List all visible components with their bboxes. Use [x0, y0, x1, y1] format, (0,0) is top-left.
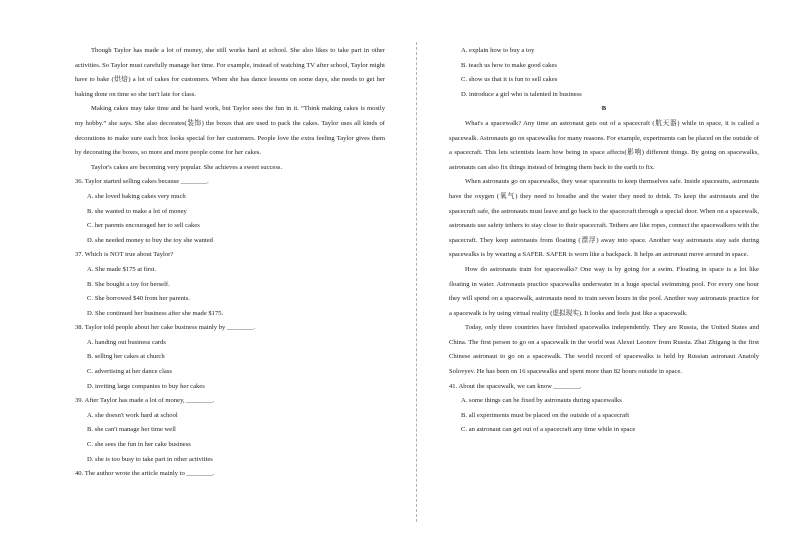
answer-option: D. inviting large companies to buy her cakes — [87, 382, 205, 390]
question-40 — [75, 467, 385, 482]
passage-paragraph: Making cakes may take time and be hard work, but Taylor sees the fun in it. “Think making cakes is mostly my hobby.” she says. She also decorates(装饰) the boxes that are used to pack the cakes. Taylor uses all kinds of decorations to make sure each box looks special for her customers. People love the extra feeling Taylor gives them by decorating the boxes, so more and more people come for her cakes. — [75, 105, 385, 157]
passage-paragraph: Though Taylor has made a lot of money, she still works hard at school. She also likes to take part in other activities. So Taylor must carefully manage her time. For example, instead of watching TV after school, Taylor might have to bake (烘焙) a lot of cakes for customers. When she has dance lessons on some days, she needs to get her baking done on time so she isn't late for class. — [75, 47, 385, 98]
answer-option: B. she wanted to make a lot of money — [87, 207, 187, 215]
answer-option: B. selling her cakes at church — [87, 353, 165, 361]
answer-option: C. She borrowed $40 from her parents. — [87, 295, 190, 303]
answer-option: D. she needed money to buy the toy she wanted — [87, 236, 213, 244]
answer-option: B. all experiments must be placed on the outside of a spacecraft — [461, 411, 630, 419]
answer-option: A. she doesn't work hard at school — [87, 411, 178, 419]
question-stem: 39. After Taylor has made a lot of money, ________. — [75, 397, 215, 405]
answer-option: B. teach us how to make good cakes — [461, 61, 557, 69]
answer-option: C. her parents encouraged her to sell cakes — [87, 222, 200, 230]
question-39 — [75, 394, 385, 467]
answer-option: A. She made $175 at first. — [87, 265, 157, 273]
answer-option: C. show us that it is fun to sell cakes — [461, 76, 558, 84]
answer-option: D. introduce a girl who is talented in business — [461, 90, 582, 98]
passage-paragraph: Taylor's cakes are becoming very popular. She achieves a sweet success. — [91, 163, 283, 171]
answer-option: A. explain how to buy a toy — [461, 47, 535, 54]
section-label: B — [601, 105, 607, 113]
question-stem: 38. Taylor told people about her cake business mainly by ________. — [75, 324, 255, 332]
answer-option: B. She bought a toy for herself. — [87, 280, 170, 288]
question-36 — [75, 175, 385, 248]
answer-option: D. she is too busy to take part in other activities — [87, 455, 213, 463]
question-stem: 40. The author wrote the article mainly to ________. — [75, 470, 215, 478]
passage-paragraph: What's a spacewalk? Any time an astronaut gets out of a spacecraft (航天器) while in space, it is called a spacewalk. Astronauts go on spacewalks for many reasons. For example, experiments can be placed on the outside of a spacecraft. This lets scientists learn how being in space affects(影响) different things. By going on spacewalks, astronauts can also fix things instead of bringing them back to the earth to fix. — [449, 119, 759, 171]
answer-option: A. handing out business cards — [87, 338, 166, 346]
answer-option: B. she can't manage her time well — [87, 426, 176, 434]
question-38 — [75, 321, 385, 394]
question-stem: 36. Taylor started selling cakes because ________. — [75, 178, 209, 186]
question-stem: 41. About the spacewalk, we can know ________. — [449, 382, 582, 390]
answer-option: A. she loved baking cakes very much — [87, 192, 186, 200]
answer-option: A. some things can be fixed by astronauts during spacewalks — [461, 397, 622, 405]
passage-paragraph: When astronauts go on spacewalks, they wear spacesuits to keep themselves safe. Inside spacesuits, astronauts have the oxygen (氧气) they need to breathe and the water they need to drink. To keep the astronauts and the spacecraft safe, the astronauts must leave and go back to the spacecraft through a special door. When on a spacewalk, astronauts use safety tethers to stay close to their spacecraft. Tethers are like ropes, connect the spacewalkers with the spacecraft. They keep astronauts from floating (漂浮) away into space. Another way astronauts stay safe during spacewalks is by wearing a SAFER. SAFER is worn like a backpack. It helps an astronaut move around in space. — [449, 178, 759, 259]
answer-option: D. She continued her business after she made $175. — [87, 309, 224, 317]
answer-option: C. advertising at her dance class — [87, 368, 172, 376]
answer-option: C. she sees the fun in her cake business — [87, 441, 191, 449]
column-divider — [416, 42, 417, 522]
question-37 — [75, 248, 385, 321]
left-column — [75, 44, 385, 482]
question-41 — [449, 380, 759, 438]
answer-option: C. an astronaut can get out of a spacecraft any time while in space — [461, 426, 636, 434]
right-column — [449, 44, 759, 438]
passage-paragraph: How do astronauts train for spacewalks? One way is by going for a swim. Floating in space is a lot like floating in water. Astronauts practice spacewalks underwater in a huge special swimming pool. For every one hour they will spend on a spacewalk, astronauts need to train seven hours in the pool. Another way astronauts practice for a spacewalk is by using virtual reality (虚拟现实). It looks and feels just like a spacewalk. — [449, 265, 759, 317]
question-stem: 37. Which is NOT true about Taylor? — [75, 251, 174, 259]
passage-paragraph: Today, only three countries have finished spacewalks independently. They are Russia, the United States and China. The first person to go on a spacewalk in the world was Alexei Leonov from Russia. Zhai Zhigang is the first Chinese astronaut to go on a spacewalk. The world record of spacewalks is held by Russian astronaut Anatoly Solovyev. He has been on 16 spacewalks and spent more than 82 hours outside in space. — [449, 324, 759, 376]
